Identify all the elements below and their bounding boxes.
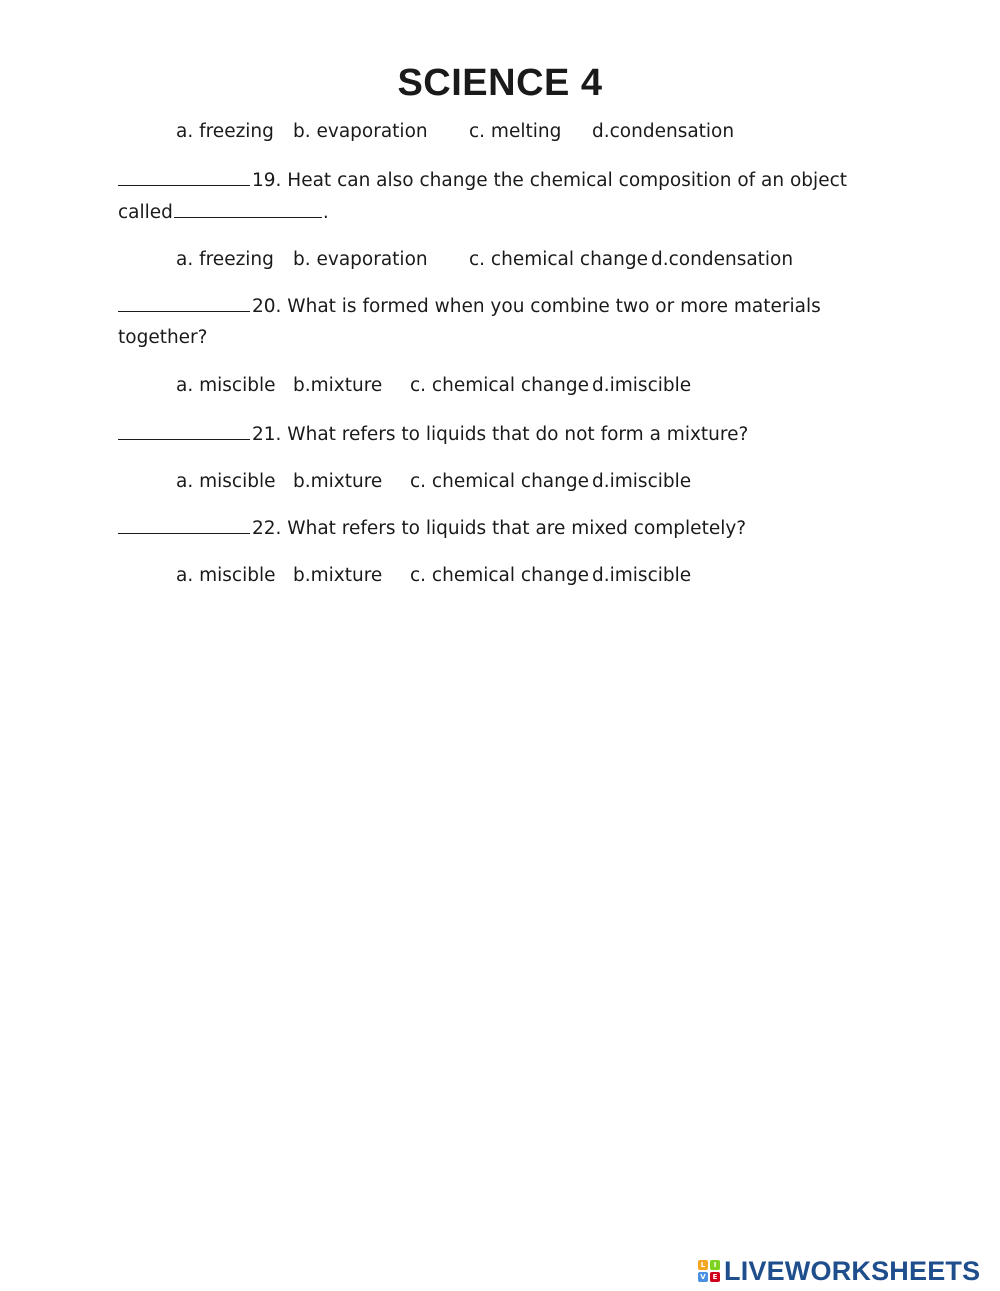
liveworksheets-logo <box>698 1256 980 1286</box>
question-20-line-2: together? <box>118 327 208 348</box>
question-22-text: 22. What refers to liquids that are mixed completely? <box>252 518 747 539</box>
option-b: b.mixture <box>293 375 383 396</box>
page-title: SCIENCE 4 <box>397 62 603 104</box>
question-19-period: . <box>322 202 329 223</box>
option-b: b. evaporation <box>293 249 428 270</box>
option-a: a. freezing <box>176 249 274 270</box>
question-21-text: 21. What refers to liquids that do not form a mixture? <box>252 424 749 445</box>
question-19-line-2 <box>118 203 329 223</box>
option-d: d.imiscible <box>592 565 692 586</box>
inline-blank-19[interactable] <box>174 203 322 218</box>
option-b: b.mixture <box>293 471 383 492</box>
option-b: b.mixture <box>293 565 383 586</box>
option-d: d.condensation <box>592 121 735 142</box>
logo-tile-i: I <box>710 1260 720 1270</box>
answer-blank-20[interactable] <box>118 297 250 312</box>
answer-blank-22[interactable] <box>118 519 250 534</box>
option-d: d.imiscible <box>592 471 692 492</box>
option-c: c. melting <box>469 121 562 142</box>
option-a: a. miscible <box>176 375 276 396</box>
option-a: a. miscible <box>176 471 276 492</box>
option-c: c. chemical change <box>410 565 589 586</box>
question-22 <box>118 519 746 539</box>
logo-tile-v: V <box>698 1272 708 1282</box>
option-d: d.imiscible <box>592 375 692 396</box>
answer-blank-19[interactable] <box>118 171 250 186</box>
logo-tile-e: E <box>710 1272 720 1282</box>
logo-text: LIVEWORKSHEETS <box>724 1255 981 1286</box>
option-a: a. miscible <box>176 565 276 586</box>
question-19-called: called <box>118 202 173 223</box>
question-21 <box>118 425 748 445</box>
question-20-text: 20. What is formed when you combine two or more materials <box>252 296 821 317</box>
option-a: a. freezing <box>176 121 274 142</box>
logo-tile-l: L <box>698 1260 708 1270</box>
answer-blank-21[interactable] <box>118 425 250 440</box>
question-19 <box>118 171 847 191</box>
option-c: c. chemical change <box>410 471 589 492</box>
liveworksheets-logo-icon <box>698 1260 720 1282</box>
option-c: c. chemical change <box>410 375 589 396</box>
question-19-text: 19. Heat can also change the chemical composition of an object <box>252 170 847 191</box>
question-20 <box>118 297 821 317</box>
option-b: b. evaporation <box>293 121 428 142</box>
option-d: d.condensation <box>651 249 794 270</box>
option-c: c. chemical change <box>469 249 648 270</box>
